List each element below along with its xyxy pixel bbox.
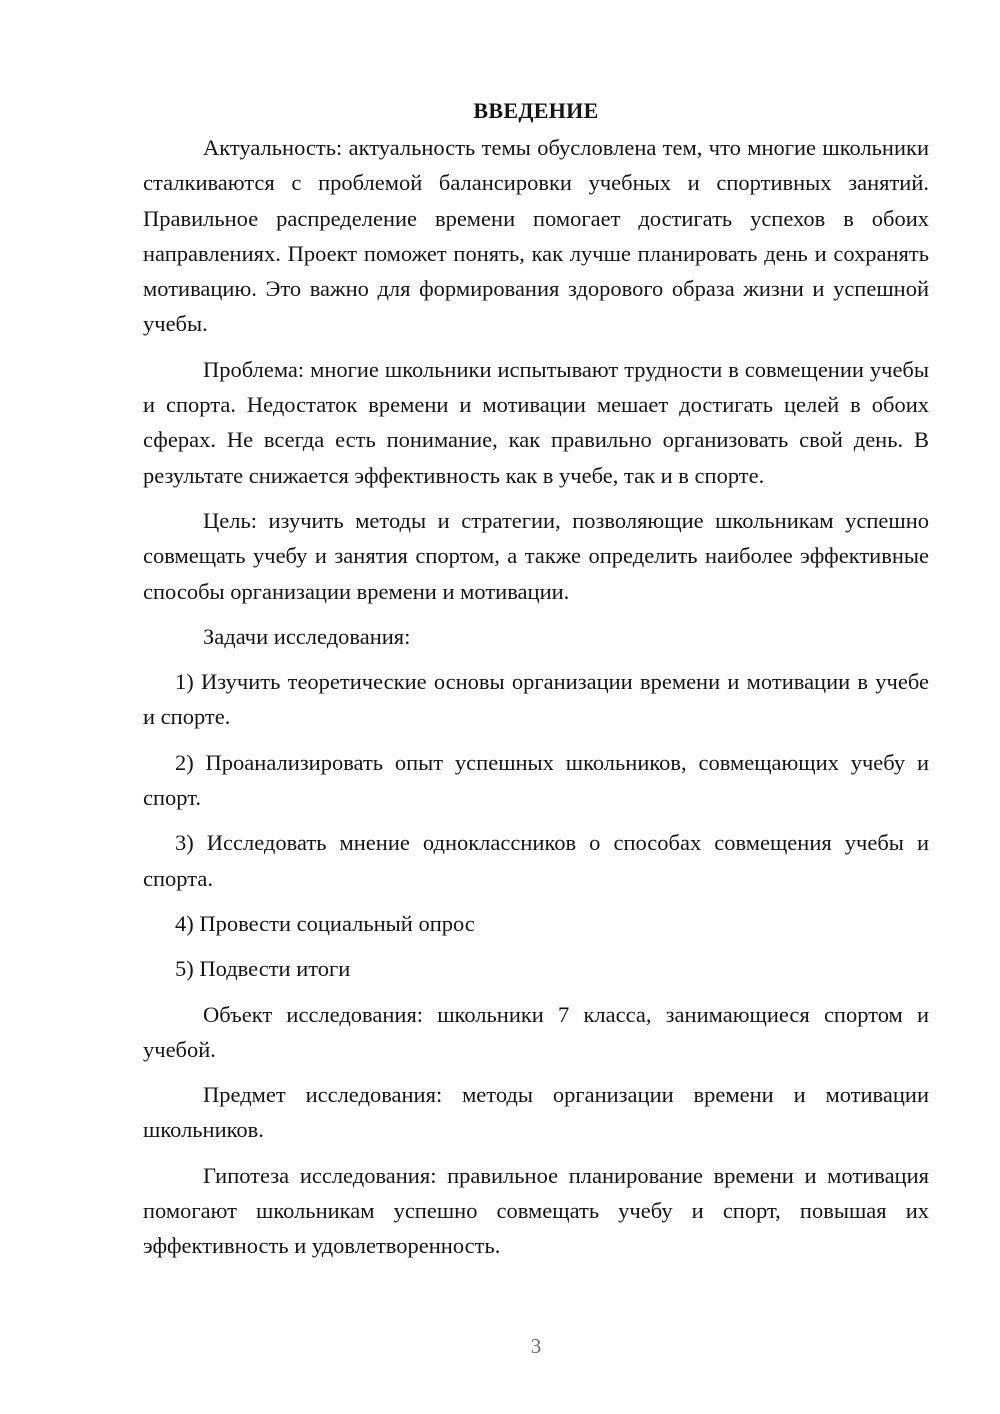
paragraph-subject: Предмет исследования: методы организации времени и мотивации школьников. [143, 1082, 929, 1143]
paragraph-object: Объект исследования: школьники 7 класса, занимающиеся спортом и учебой. [143, 1001, 929, 1062]
task-item-2: 2) Проанализировать опыт успешных школьников, совмещающих учебу и спорт. [143, 749, 929, 811]
task-item-3: 3) Исследовать мнение одноклассников о способах совмещения учебы и спорта. [143, 830, 929, 891]
task-item-1: 1) Изучить теоретические основы организации времени и мотивации в учебе и спорте. [143, 669, 929, 730]
page-number: 3 [530, 1334, 542, 1358]
page-title: ВВЕДЕНИЕ [473, 98, 599, 123]
paragraph-goal: Цель: изучить методы и стратегии, позволяющие школьникам успешно совмещать учебу и занятия спортом, а также определить наиболее эффективные способы организации времени и мотивации. [143, 507, 929, 604]
paragraph-hypothesis: Гипотеза исследования: правильное планирование времени и мотивация помогают школьникам успешно совмещать учебу и спорт, повышая их эффективность и удовлетворенность. [143, 1162, 929, 1259]
paragraph-tasks-heading: Задачи исследования: [203, 623, 411, 649]
task-item-5: 5) Подвести итоги [175, 956, 351, 982]
paragraph-relevance: Актуальность: актуальность темы обусловлена тем, что многие школьники сталкиваются с проблемой балансировки учебных и спортивных занятий. Правильное распределение времени помогает достигать успехов в обоих направлениях. Проект поможет понять, как лучше планировать день и сохранять мотивацию. Это важно для формирования здорового образа жизни и успешной учебы. [143, 135, 929, 337]
document-page [143, 93, 929, 1264]
paragraph-problem: Проблема: многие школьники испытывают трудности в совмещении учебы и спорта. Недостаток времени и мотивации мешает достигать целей в обоих сферах. Не всегда есть понимание, как правильно организовать свой день. В результате снижается эффективность как в учебе, так и в спорте. [143, 356, 929, 488]
task-item-4: 4) Провести социальный опрос [175, 910, 475, 936]
